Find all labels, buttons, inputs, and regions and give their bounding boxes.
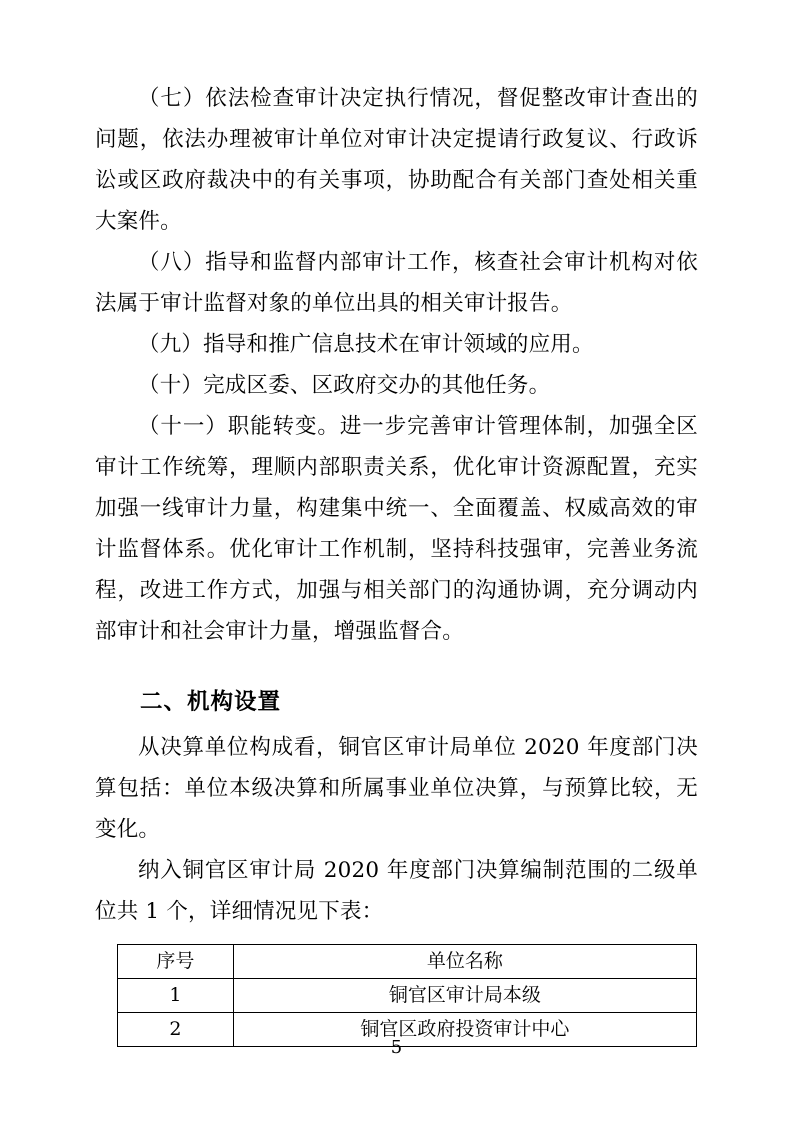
paragraph-item-8: （八）指导和监督内部审计工作，核查社会审计机构对依法属于审计监督对象的单位出具的相关审计报告。	[95, 250, 698, 316]
section-paragraph-2: 纳入铜官区审计局 2020 年度部门决算编制范围的二级单位共 1 个，详细情况见下表：	[95, 858, 698, 924]
paragraph-item-9: （九）指导和推广信息技术在审计领域的应用。	[138, 332, 594, 357]
second-level-unit-table	[117, 944, 697, 1047]
section-paragraph-1: 从决算单位构成看，铜官区审计局单位 2020 年度部门决算包括：单位本级决算和所属事业单位决算，与预算比较，无变化。	[95, 735, 698, 842]
table-header-unit-name: 单位名称	[233, 945, 696, 979]
table-cell-no: 2	[118, 1013, 234, 1047]
table-row	[118, 979, 697, 1013]
paragraph-item-7: （七）依法检查审计决定执行情况，督促整改审计查出的问题，依法办理被审计单位对审计决定提请行政复议、行政诉讼或区政府裁决中的有关事项，协助配合有关部门查处相关重大案件。	[95, 86, 698, 234]
page-number: 5	[390, 1037, 403, 1058]
paragraph-item-10: （十）完成区委、区政府交办的其他任务。	[138, 373, 551, 398]
table-header-row	[118, 945, 697, 979]
table-cell-no: 1	[118, 979, 234, 1013]
paragraph-item-11: （十一）职能转变。进一步完善审计管理体制，加强全区审计工作统筹，理顺内部职责关系，优化审计资源配置，充实加强一线审计力量，构建集中统一、全面覆盖、权威高效的审计监督体系。优化审计工作机制，坚持科技强审，完善业务流程，改进工作方式，加强与相关部门的沟通协调，充分调动内部审计和社会审计力量，增强监督合。	[95, 414, 698, 644]
table-cell-unit-name: 铜官区审计局本级	[233, 979, 696, 1013]
table-cell-unit-name: 铜官区政府投资审计中心	[233, 1013, 696, 1047]
section-spacer	[95, 652, 698, 666]
section-heading-organization: 二、机构设置	[140, 689, 282, 715]
table-header-no: 序号	[118, 945, 234, 979]
